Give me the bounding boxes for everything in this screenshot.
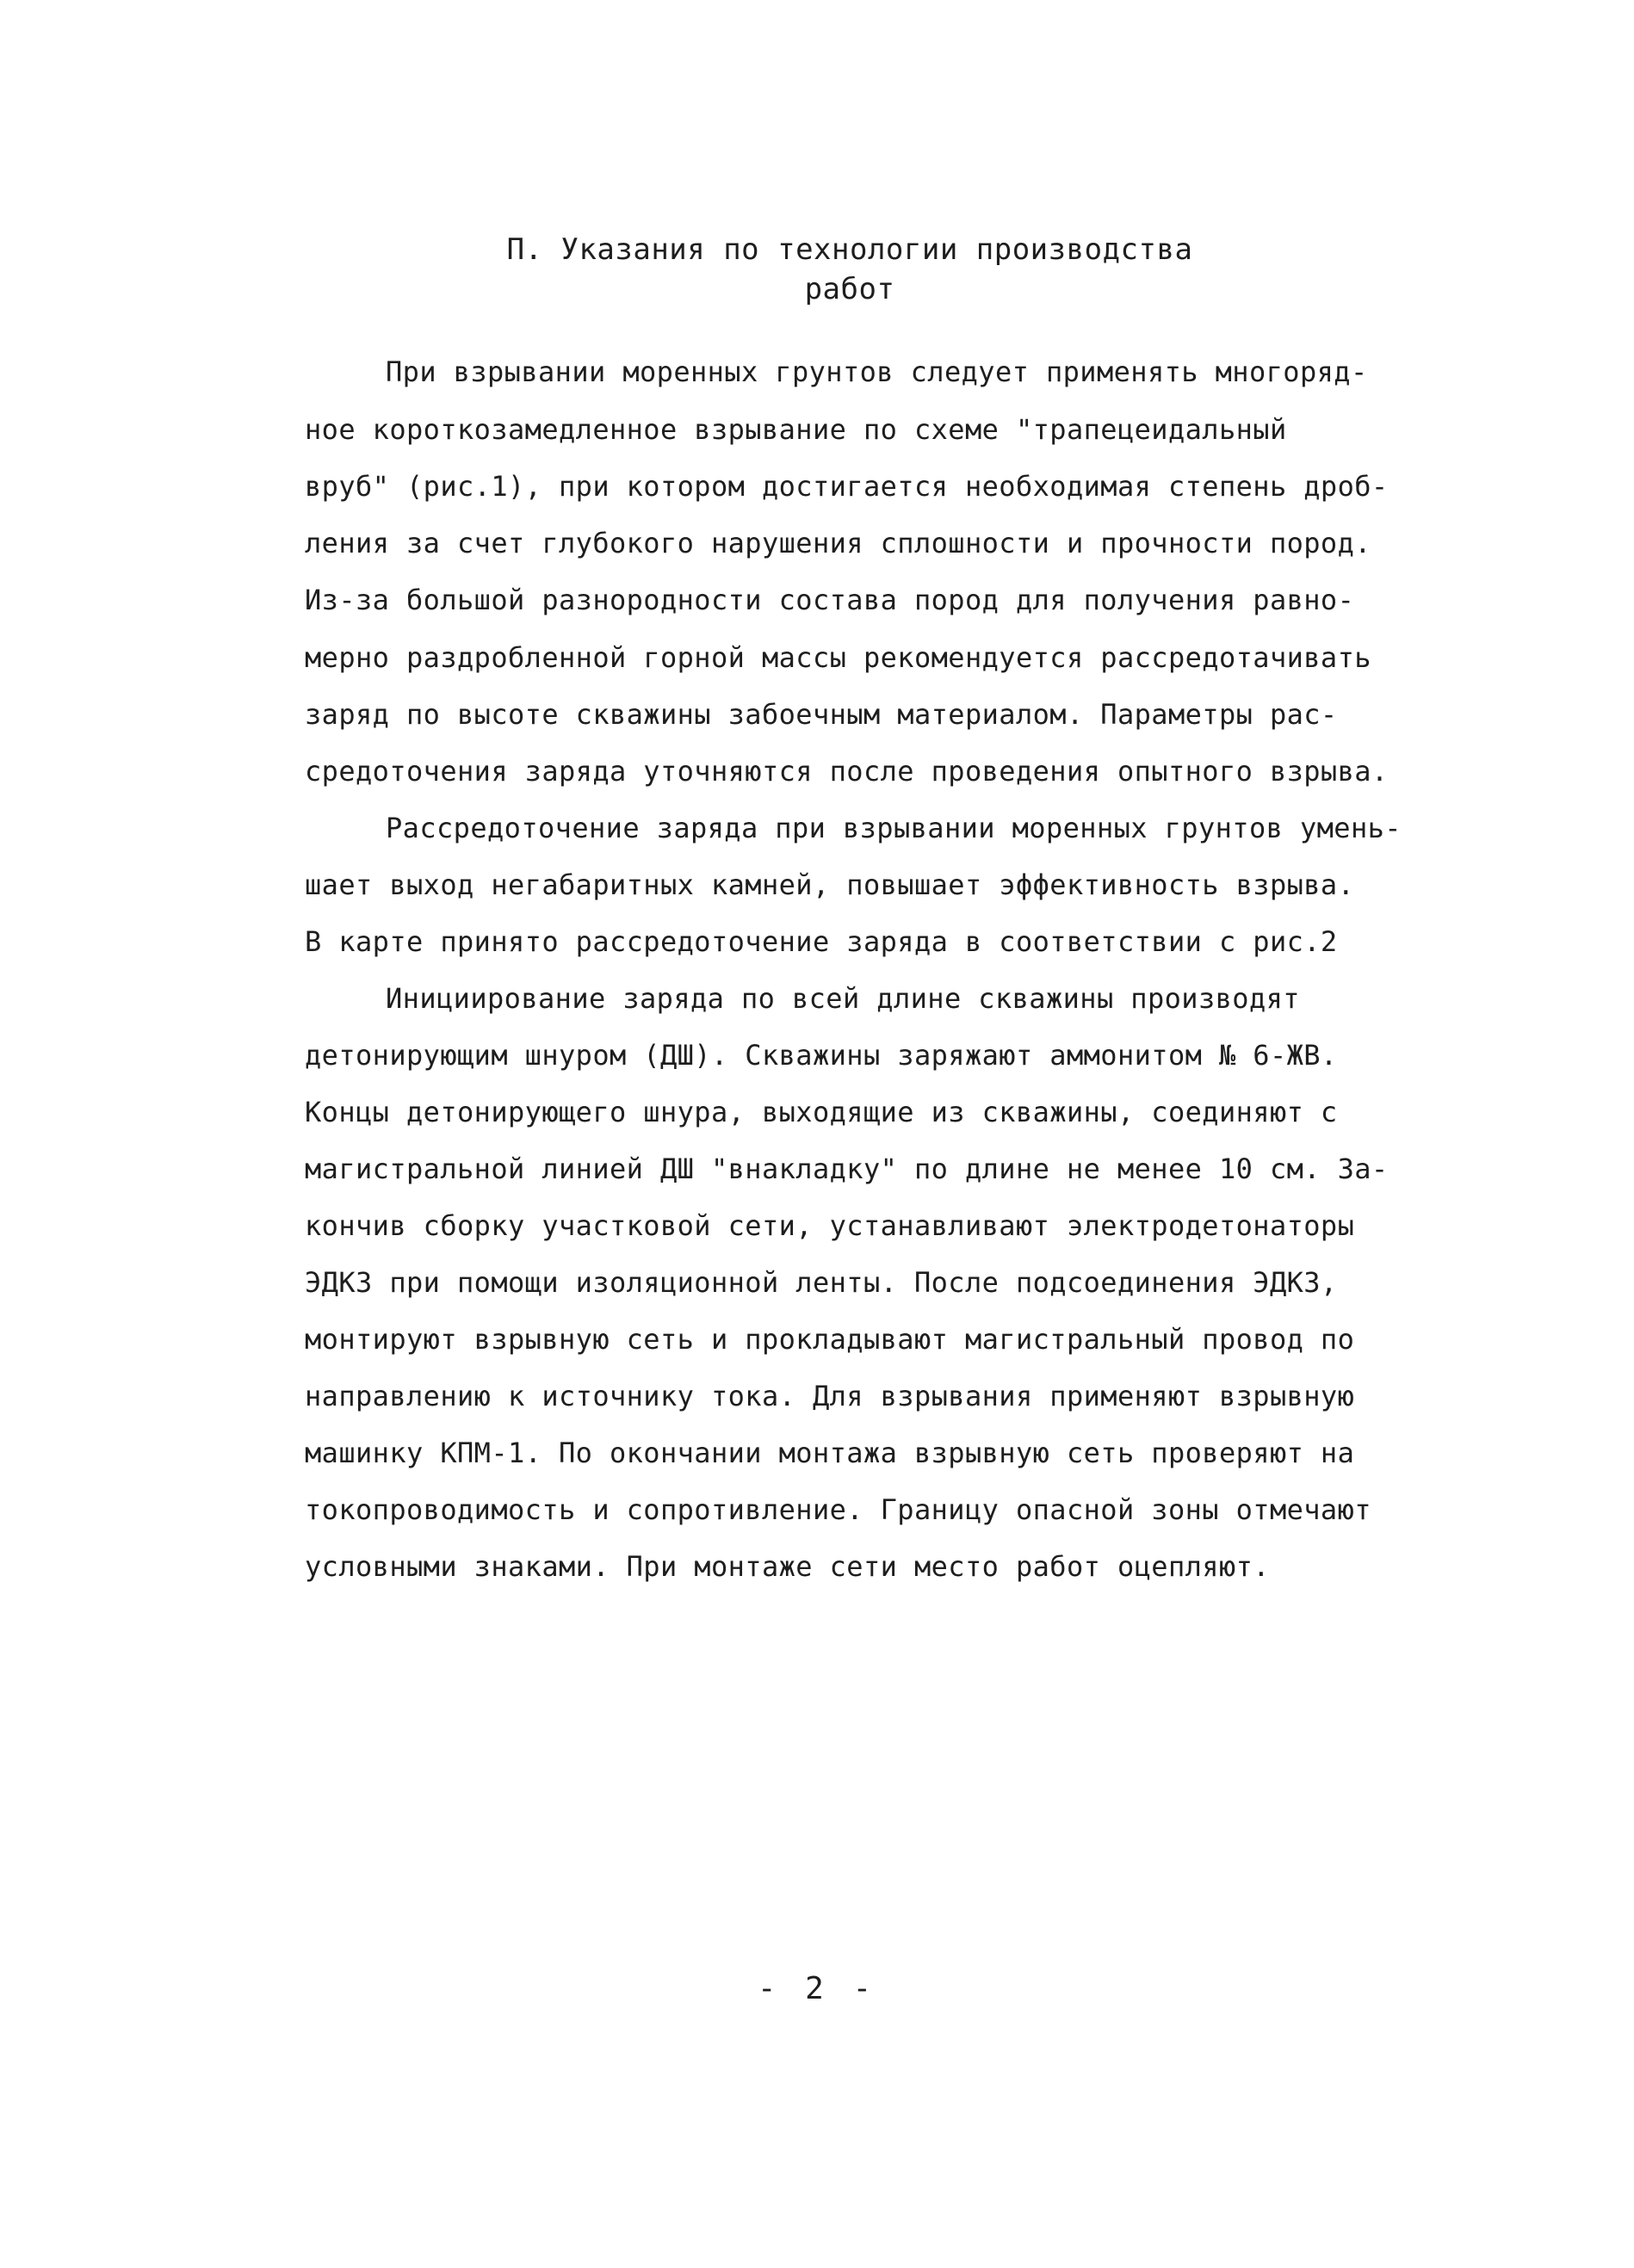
paragraph-1-line-4: ления за счет глубокого нарушения сплошности и прочности пород. [305,527,1371,559]
paragraph-2-line-2: шает выход негабаритных камней, повышает эффективность взрыва. [305,868,1355,901]
paragraph-1-line-6: мерно раздробленной горной массы рекомендуется рассредотачивать [305,641,1371,674]
section-heading: П. Указания по технологии производства [506,232,1193,267]
paragraph-1-line-3: вруб" (рис.1), при котором достигается необходимая степень дроб- [305,470,1389,503]
paragraph-1-line-2: ное короткозамедленное взрывание по схеме "трапецеидальный [305,413,1287,446]
paragraph-3-line-6: ЭДКЗ при помощи изоляционной ленты. После подсоединения ЭДКЗ, [305,1266,1338,1299]
paragraph-1-line-5: Из-за большой разнородности состава пород для получения равно- [305,584,1355,616]
paragraph-3-line-8: направлению к источнику тока. Для взрывания применяют взрывную [305,1380,1355,1412]
paragraph-2-line-1: Рассредоточение заряда при взрывании моренных грунтов умень- [386,812,1402,844]
paragraph-1-line-1: При взрывании моренных грунтов следует применять многоряд- [386,355,1368,388]
page-number: - 2 - [757,1971,877,2006]
paragraph-3-line-4: магистральной линией ДШ "внакладку" по длине не менее 10 см. За- [305,1153,1389,1185]
paragraph-1-line-7: заряд по высоте скважины забоечным материалом. Параметры рас- [305,698,1338,731]
paragraph-2-line-3: В карте принято рассредоточение заряда в соответствии с рис.2 [305,925,1338,958]
paragraph-1-line-8: средоточения заряда уточняются после проведения опытного взрыва. [305,755,1389,788]
paragraph-3-line-3: Концы детонирующего шнура, выходящие из скважины, соединяют с [305,1096,1338,1128]
paragraph-3-line-2: детонирующим шнуром (ДШ). Скважины заряжают аммонитом № 6-ЖВ. [305,1039,1338,1072]
paragraph-3-line-1: Инициирование заряда по всей длине скважины производят [386,982,1300,1015]
paragraph-3-line-11: условными знаками. При монтаже сети место работ оцепляют. [305,1550,1270,1583]
section-heading-continued: работ [804,272,895,306]
paragraph-3-line-5: кончив сборку участковой сети, устанавливают электродетонаторы [305,1209,1355,1242]
paragraph-3-line-10: токопроводимость и сопротивление. Границу опасной зоны отмечают [305,1493,1371,1526]
paragraph-3-line-7: монтируют взрывную сеть и прокладывают магистральный провод по [305,1323,1355,1356]
paragraph-3-line-9: машинку КПМ-1. По окончании монтажа взрывную сеть проверяют на [305,1437,1355,1469]
